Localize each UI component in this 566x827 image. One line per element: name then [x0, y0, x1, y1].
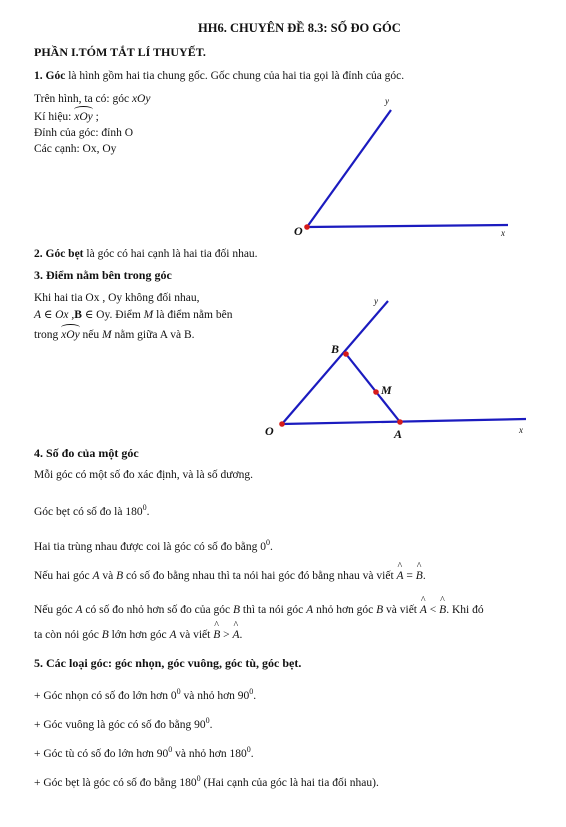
type-obtuse: + Góc tù có số đo lớn hơn $90^0$ và nhỏ hơn $180^0$.	[34, 745, 254, 760]
measure-p2: Góc bẹt có số đo là $180^0$.	[34, 503, 150, 518]
interior-line1: Khi hai tia Ox , Oy không đối nhau,	[34, 292, 200, 304]
sides-line: Các cạnh: Ox, Oy	[34, 143, 117, 155]
measure-p1: Mỗi góc có một số đo xác định, và là số dương.	[34, 469, 253, 481]
heading-angle-types: 5. Các loại góc: góc nhọn, góc vuông, góc tù, góc bẹt.	[34, 656, 302, 670]
def-angle: 1. Góc là hình gồm hai tia chung gốc. Gốc chung của hai tia gọi là đỉnh của góc.	[34, 70, 405, 82]
ray-ox	[307, 225, 508, 227]
label-o-fig2: O	[265, 424, 274, 438]
label-y-fig2: y	[374, 296, 378, 306]
interior-line2: A ∈ Ox ,B ∈ Oy. Điểm M là điểm nằm bên	[34, 309, 233, 321]
point-o-2	[279, 421, 285, 427]
figure-interior-point	[279, 301, 526, 427]
notation-line: Kí hiệu: xOy ;	[34, 111, 99, 123]
label-o-fig1: O	[294, 224, 303, 238]
label-m: M	[381, 383, 392, 397]
heading-angle-measure: 4. Số đo của một góc	[34, 446, 139, 460]
vertex-line: Đỉnh của góc: đỉnh O	[34, 127, 134, 139]
def-straight-angle: 2. Góc bẹt là góc có hai cạnh là hai tia đối nhau.	[34, 248, 258, 260]
ray-oy	[307, 110, 391, 227]
point-m	[373, 389, 379, 395]
measure-p3: Hai tia trùng nhau được coi là góc có số đo bằng $0^0$.	[34, 538, 273, 553]
label-y-fig1: y	[385, 96, 389, 106]
measure-p5: Nếu góc A có số đo nhỏ hơn số đo của góc B thì ta nói góc A nhỏ hơn góc B và viết ^ A < ^ B. Khi đó	[34, 602, 484, 618]
point-o	[304, 224, 310, 230]
label-x-fig1: x	[501, 228, 505, 238]
interior-line3: trong xOy nếu M nằm giữa A và B.	[34, 329, 195, 341]
point-b	[343, 351, 349, 357]
heading-interior-point: 3. Điểm nằm bên trong góc	[34, 268, 172, 282]
page-title: HH6. CHUYÊN ĐỀ 8.3: SỐ ĐO GÓC	[198, 21, 401, 35]
ray-ox-2	[282, 419, 526, 424]
type-straight: + Góc bẹt là góc có số đo bằng $180^0$ (Hai cạnh của góc là hai tia đối nhau).	[34, 774, 379, 789]
point-a	[397, 419, 403, 425]
type-acute: + Góc nhọn có số đo lớn hơn $0^0$ và nhỏ hơn $90^0$.	[34, 687, 257, 702]
type-right: + Góc vuông là góc có số đo bằng $90^0$.	[34, 716, 213, 731]
measure-p4: Nếu hai góc A và B có số đo bằng nhau thì ta nói hai góc đó bằng nhau và viết ^ A = ^ B.	[34, 568, 426, 584]
measure-p6: ta còn nói góc B lớn hơn góc A và viết ^ B > ^ A.	[34, 627, 242, 643]
figure-angle-xoy	[304, 110, 508, 230]
label-b: B	[331, 342, 340, 356]
part-heading: PHẦN I.TÓM TẮT LÍ THUYẾT.	[34, 45, 206, 59]
label-a: A	[394, 427, 403, 441]
ray-oy-2	[282, 301, 388, 424]
fig-angle-name: Trên hình, ta có: góc xOy	[34, 93, 151, 105]
label-x-fig2: x	[519, 425, 523, 435]
